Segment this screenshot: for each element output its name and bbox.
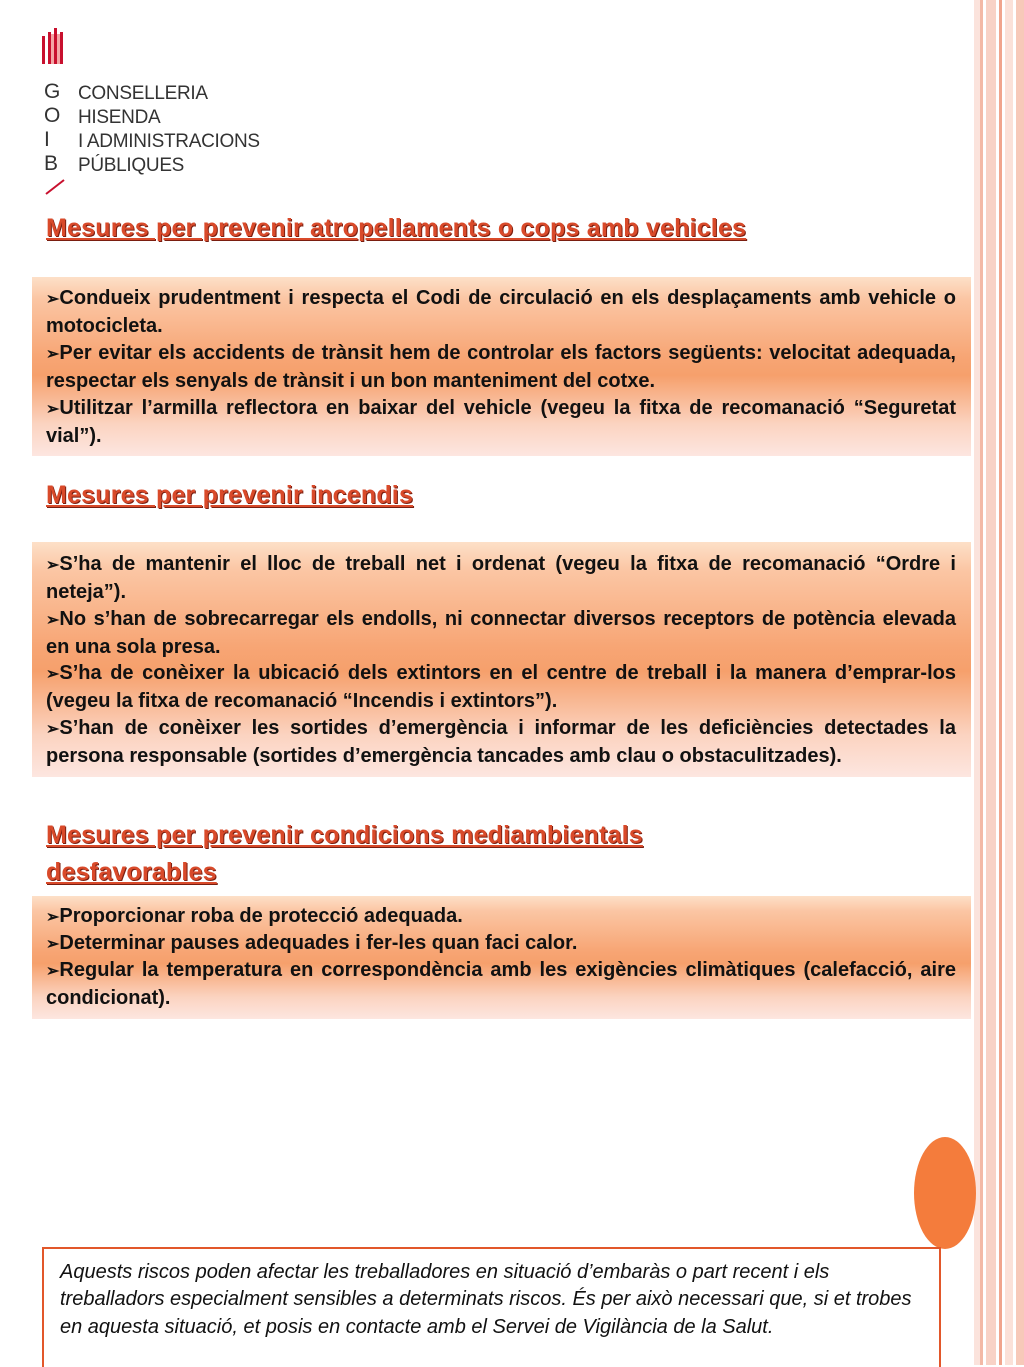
list-item (46, 660, 956, 716)
list-item-text: S’ha de conèixer la ubicació dels extintors en el centre de treball i la manera d’emprar-los (vegeu la fitxa de recomanació “Incendis i extintors”). (46, 662, 956, 713)
arrow-bullet-icon: ➢ (46, 612, 60, 629)
section-box-fires (32, 542, 971, 777)
note-text: Aquests riscos poden afectar les treballadores en situació d’embaràs o part recent i els treballadors especialment sensibles a determinats riscos. És per això necessari que, si et trobes en aquesta situació, et posis en contacte amb el Servei de Vigilància de la Salut. (60, 1261, 912, 1338)
arrow-bullet-icon: ➢ (46, 401, 60, 418)
arrow-bullet-icon: ➢ (46, 721, 60, 738)
list-item-text: Proporcionar roba de protecció adequada. (59, 905, 463, 927)
logo-letter: O (44, 104, 61, 127)
department-line: HISENDA (78, 107, 161, 128)
logo-letter: I (44, 128, 50, 151)
list-item-text: S’ha de mantenir el lloc de treball net i ordenat (vegeu la fitxa de recomanació “Ordre i neteja”). (46, 553, 956, 604)
list-item (46, 715, 956, 771)
list-item-text: Per evitar els accidents de trànsit hem de controlar els factors següents: velocitat adequada, respectar els senyals de trànsit i un bon manteniment del cotxe. (46, 342, 956, 393)
coat-of-arms-icon (40, 28, 68, 66)
list-item (46, 606, 956, 662)
list-item-text: S’han de conèixer les sortides d’emergència i informar de les deficiències detectades la persona responsable (sortides d’emergència tancades amb clau o obstaculitzades). (46, 717, 956, 768)
list-item (46, 930, 956, 958)
department-line: I ADMINISTRACIONS (78, 131, 260, 152)
list-item (46, 395, 956, 451)
list-item (46, 340, 956, 396)
section-heading-environment (46, 817, 643, 891)
heading-line: desfavorables (46, 858, 217, 886)
list-item (46, 285, 956, 341)
section-heading-fires: Mesures per prevenir incendis (46, 481, 414, 509)
goib-letters (44, 80, 68, 176)
arrow-bullet-icon: ➢ (46, 666, 60, 683)
logo-letter: G (44, 80, 61, 103)
department-line: CONSELLERIA (78, 83, 208, 104)
arrow-bullet-icon: ➢ (46, 963, 60, 980)
section-heading-vehicles: Mesures per prevenir atropellaments o cops amb vehicles (46, 214, 747, 242)
list-item (46, 957, 956, 1013)
list-item-text: Utilitzar l’armilla reflectora en baixar del vehicle (vegeu la fitxa de recomanació “Seguretat vial”). (46, 397, 956, 448)
list-item-text: Condueix prudentment i respecta el Codi de circulació en els desplaçaments amb vehicle o motocicleta. (46, 287, 956, 338)
department-name (78, 82, 260, 178)
arrow-bullet-icon: ➢ (46, 909, 60, 926)
section-box-vehicles (32, 277, 971, 456)
note-box (42, 1247, 941, 1367)
list-item (46, 903, 956, 931)
decorative-stripes (974, 0, 1024, 1365)
slash-mark-icon (44, 178, 66, 196)
heading-line: Mesures per prevenir condicions mediambientals (46, 821, 643, 849)
list-item-text: No s’han de sobrecarregar els endolls, ni connectar diversos receptors de potència elevada en una sola presa. (46, 608, 956, 659)
department-line: PÚBLIQUES (78, 155, 185, 176)
arrow-bullet-icon: ➢ (46, 291, 60, 308)
section-box-environment (32, 896, 971, 1019)
goib-logo (38, 28, 278, 203)
arrow-bullet-icon: ➢ (46, 936, 60, 953)
logo-letter: B (44, 152, 59, 175)
decorative-circle (914, 1137, 976, 1249)
arrow-bullet-icon: ➢ (46, 557, 60, 574)
list-item (46, 551, 956, 607)
arrow-bullet-icon: ➢ (46, 346, 60, 363)
list-item-text: Determinar pauses adequades i fer-les quan faci calor. (59, 932, 578, 954)
list-item-text: Regular la temperatura en correspondència amb les exigències climàtiques (calefacció, aire condicionat). (46, 959, 956, 1010)
